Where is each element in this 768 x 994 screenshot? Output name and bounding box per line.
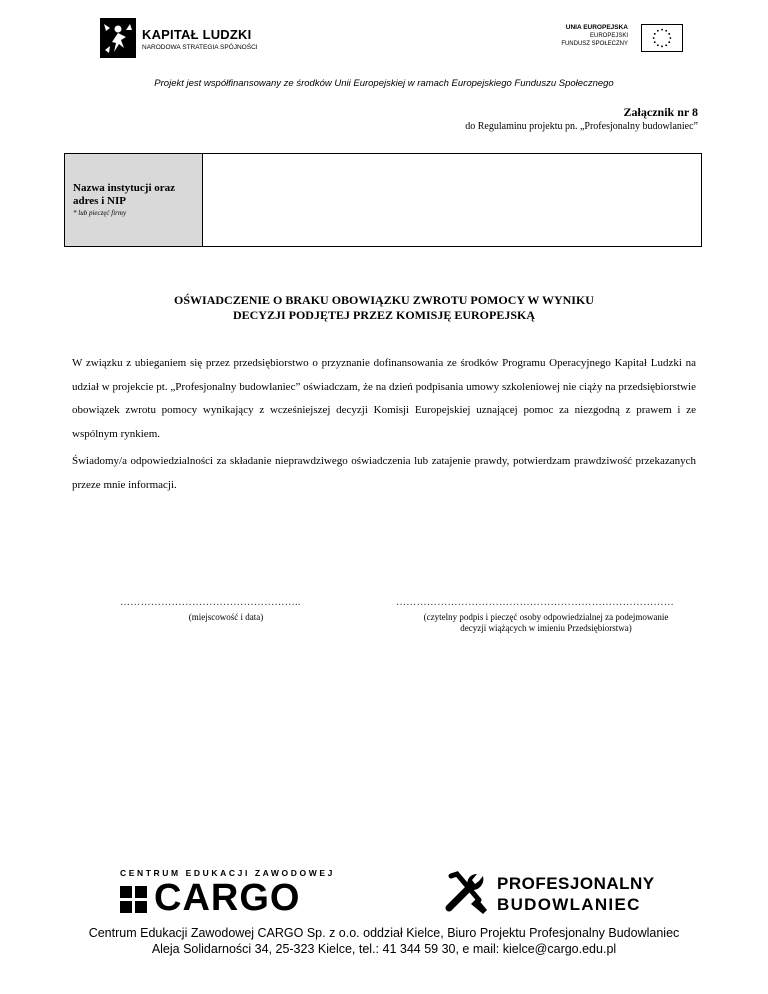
annex-subtitle: do Regulaminu projektu pn. „Profesjonalny budowlaniec” xyxy=(465,121,698,132)
institution-label-cell xyxy=(65,154,203,246)
institution-value-field[interactable] xyxy=(203,154,701,246)
cargo-logo-name: CARGO xyxy=(154,877,301,919)
pb-logo-line2: BUDOWLANIEC xyxy=(497,895,641,914)
eu-logo-text xyxy=(555,24,628,48)
kapital-ludzki-name: KAPITAŁ LUDZKI xyxy=(142,27,252,42)
kapital-ludzki-emblem-icon xyxy=(100,18,136,58)
eu-logo-line1: UNIA EUROPEJSKA xyxy=(565,24,628,31)
tools-icon xyxy=(443,870,489,916)
signature-line: ……………………………………………………………………… xyxy=(396,597,675,608)
kapital-ludzki-subtitle: NARODOWA STRATEGIA SPÓJNOŚCI xyxy=(142,44,258,51)
signature-caption xyxy=(396,612,696,634)
footer-address-line1: Centrum Edukacji Zawodowej CARGO Sp. z o.o. oddział Kielce, Biuro Projektu Profesjonalny Budowlaniec xyxy=(88,926,680,940)
eu-logo xyxy=(555,24,685,56)
eu-flag-icon xyxy=(641,24,683,52)
place-date-caption: (miejscowość i data) xyxy=(188,612,264,622)
footer-address-line2: Aleja Solidarności 34, 25-323 Kielce, tel.: 41 344 59 30, e mail: kielce@cargo.edu.pl xyxy=(151,942,617,956)
place-date-line: …………………………………………….. xyxy=(120,597,301,608)
eu-logo-line3: FUNDUSZ SPOŁECZNY xyxy=(561,41,628,47)
document-title xyxy=(0,293,768,323)
kapital-ludzki-logo xyxy=(100,18,260,60)
statement-paragraph: W związku z ubieganiem się przez przedsiębiorstwo o przyznanie dofinansowania ze środków Programu Operacyjnego Kapitał Ludzki na udział w projekcie pt. „Profesjonalny budowlaniec” oświadczam, że na dzień podpisania umowy szkoleniowej nie ciąży na przedsiębiorstwie obowiązek zwrotu pomocy wynikający z wcześniejszej decyzji Komisji Europejskiej uznającej pomoc za niezgodną z prawem i ze wspólnym rynkiem. xyxy=(72,357,696,440)
cargo-grid-icon xyxy=(120,884,150,914)
institution-label: Nazwa instytucji oraz adres i NIP xyxy=(73,182,176,207)
institution-note: * lub pieczęć firmy xyxy=(73,209,127,217)
cofinance-note: Projekt jest współfinansowany ze środków Unii Europejskiej w ramach Europejskiego Funduszu Społecznego xyxy=(154,78,614,89)
awareness-paragraph: Świadomy/a odpowiedzialności za składanie nieprawdziwego oświadczenia lub zatajenie prawdy, potwierdzam prawdziwość przekazanych przeze mnie informacji. xyxy=(72,455,696,491)
cargo-logo xyxy=(120,868,335,919)
signature-caption-line2: decyzji wiążących w imieniu Przedsiębiorstwa) xyxy=(460,623,632,633)
document-title-line2: DECYZJI PODJĘTEJ PRZEZ KOMISJĘ EUROPEJSKĄ xyxy=(232,308,536,322)
annex-title: Załącznik nr 8 xyxy=(623,105,698,119)
profesjonalny-budowlaniec-logo xyxy=(443,868,683,918)
signature-caption-line1: (czytelny podpis i pieczęć osoby odpowiedzialnej za podejmowanie xyxy=(423,612,669,622)
document-title-line1: OŚWIADCZENIE O BRAKU OBOWIĄZKU ZWROTU POMOCY W WYNIKU xyxy=(174,293,594,307)
institution-box xyxy=(64,153,702,247)
eu-logo-line2: EUROPEJSKI xyxy=(589,33,628,39)
pb-logo-line1: PROFESJONALNY xyxy=(497,874,655,893)
cargo-logo-tagline: CENTRUM EDUKACJI ZAWODOWEJ xyxy=(120,868,335,878)
